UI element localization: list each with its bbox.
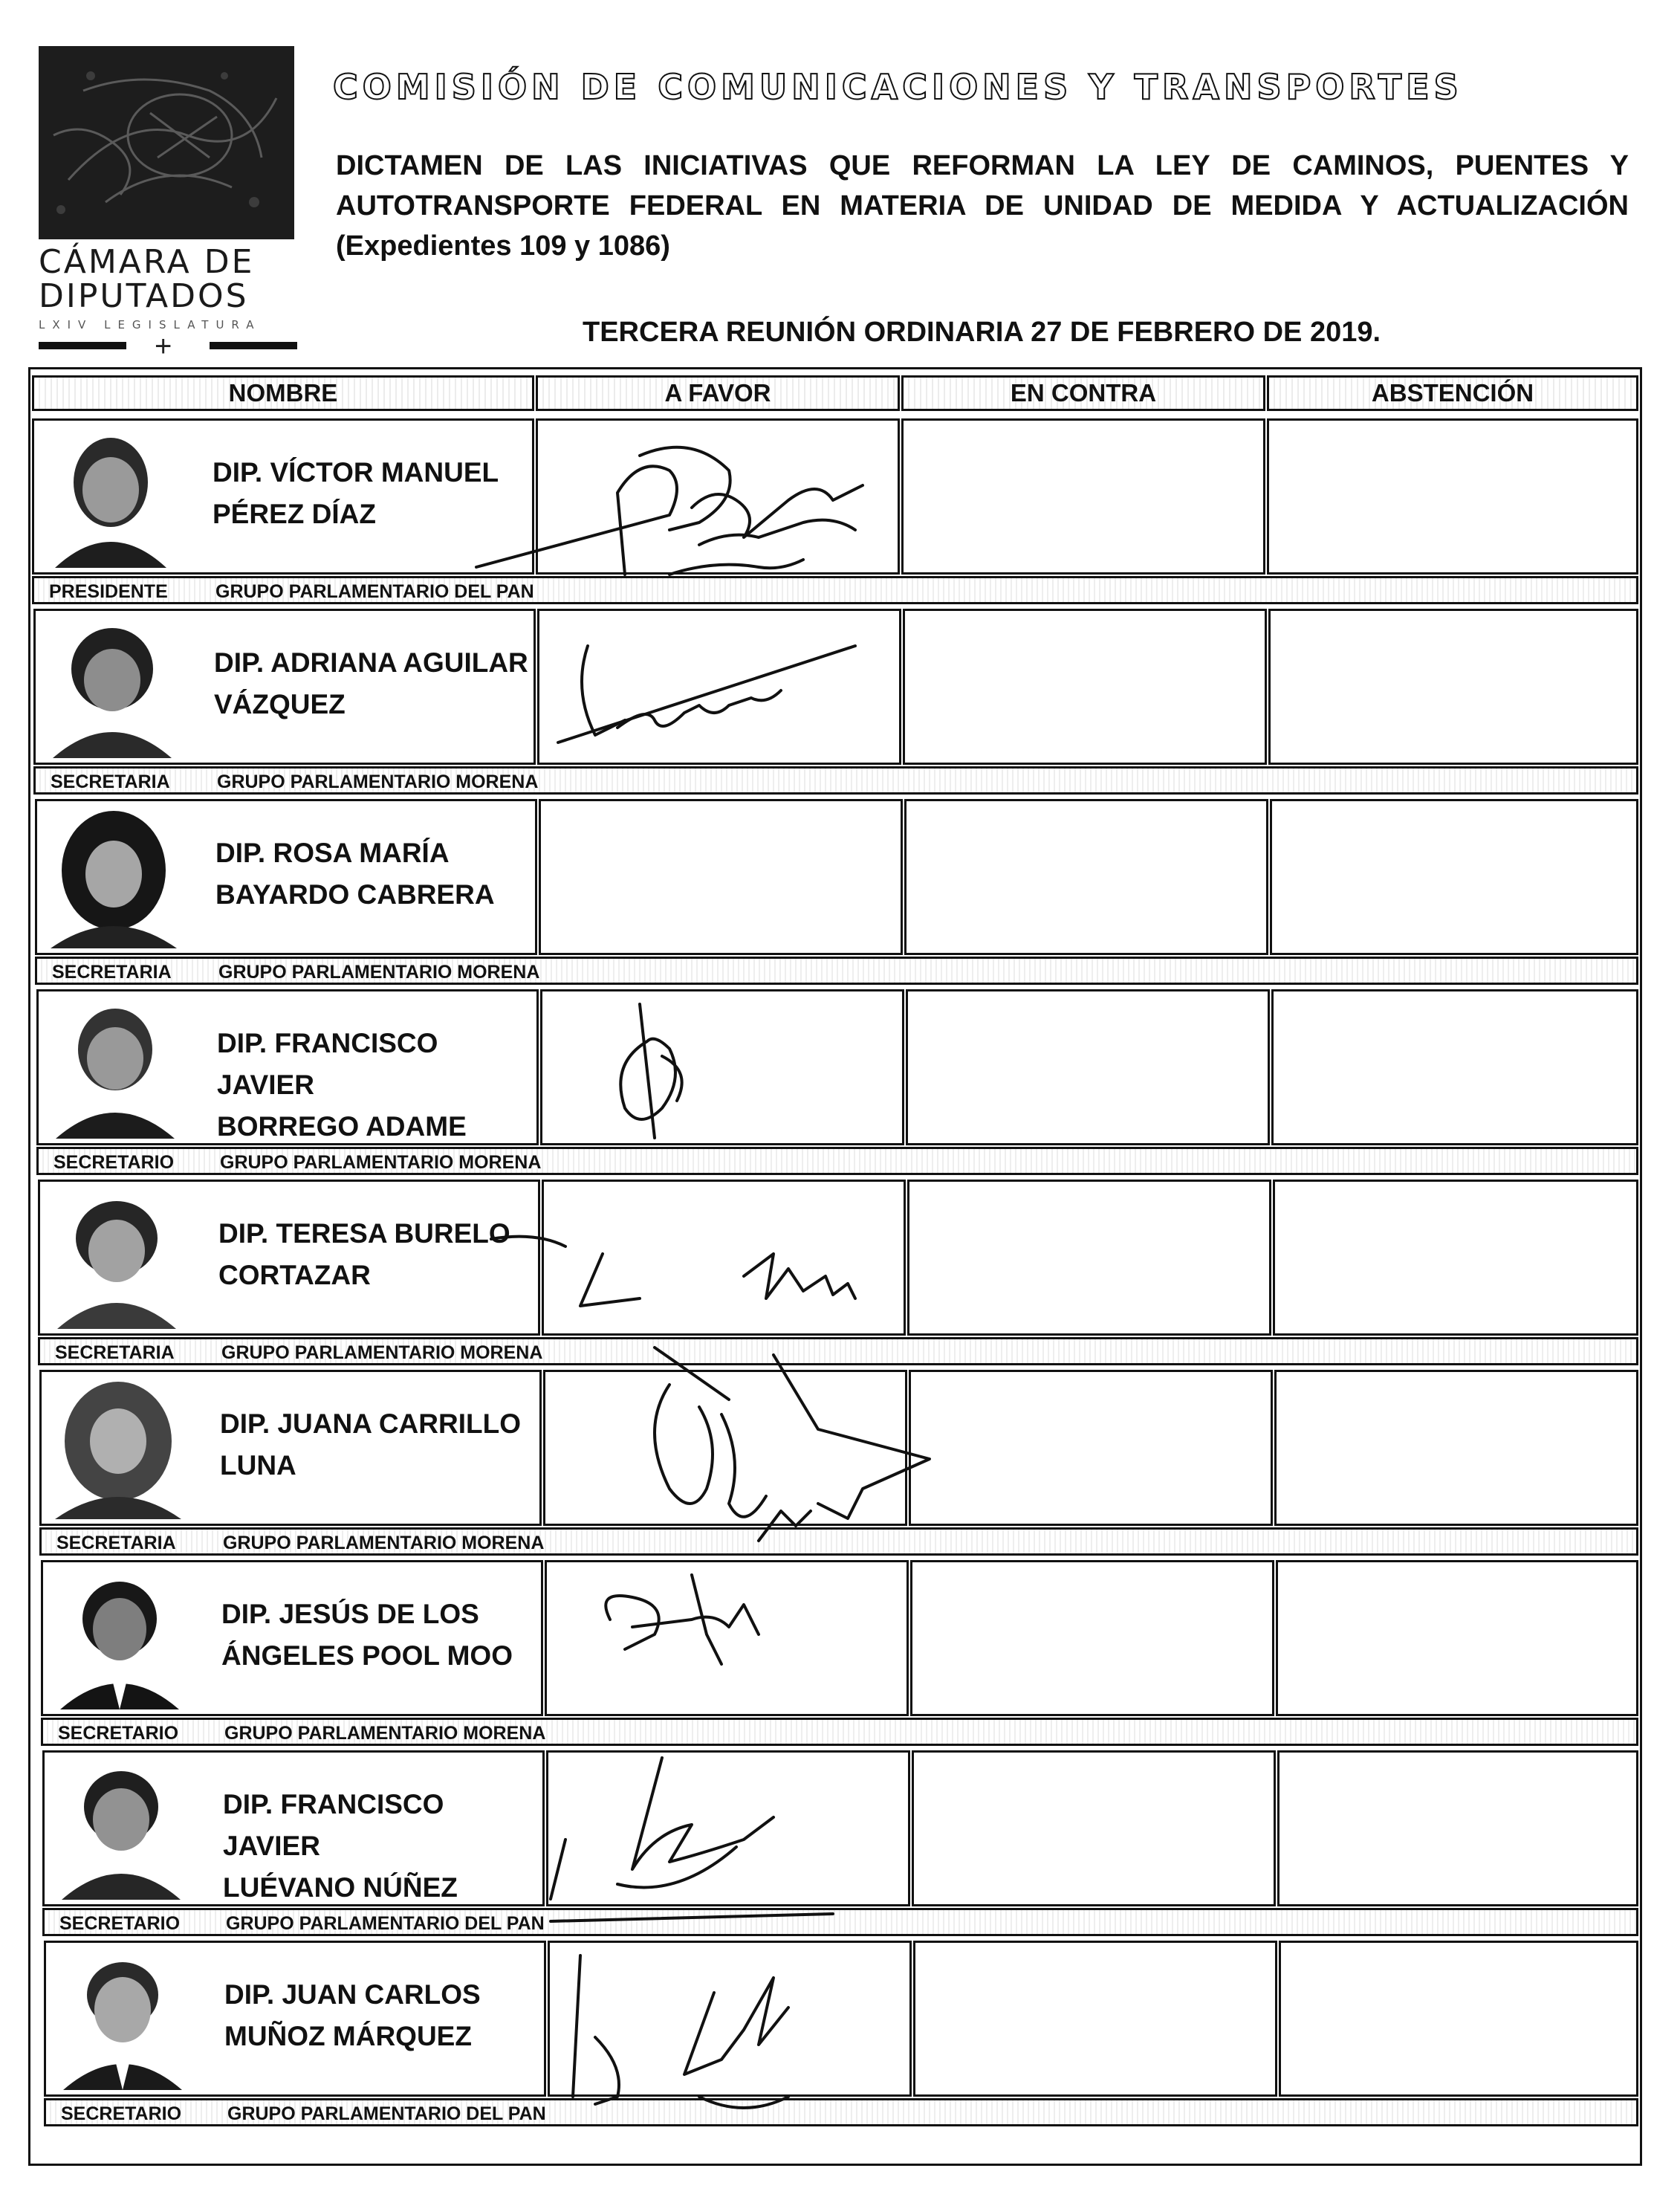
member-name-cell: [32, 418, 534, 575]
member-affiliation-band: [36, 1147, 1638, 1175]
vote-cell-en-contra: [913, 1941, 1277, 2097]
member-group: GRUPO PARLAMENTARIO DEL PAN: [227, 2103, 546, 2124]
vote-cell-a-favor: [542, 1180, 906, 1336]
member-role: SECRETARIO: [59, 1913, 181, 1934]
member-group: GRUPO PARLAMENTARIO MORENA: [223, 1533, 545, 1553]
member-name: DIP. ROSA MARÍA BAYARDO CABRERA: [215, 838, 495, 910]
dictamen-title: DICTAMEN DE LAS INICIATIVAS QUE REFORMAN LA LEY DE CAMINOS, PUENTES Y AUTOTRANSPORTE FEDERAL EN MATERIA DE UNIDAD DE MEDIDA Y ACTUALIZACIÓN (Expedientes 109 y 1086): [336, 150, 1629, 262]
member-name-cell: [41, 1560, 543, 1716]
document-header: [0, 0, 1680, 364]
member-name-cell: [42, 1750, 545, 1906]
member-group: GRUPO PARLAMENTARIO DEL PAN: [226, 1913, 545, 1934]
member-photo: [49, 1568, 190, 1709]
member-affiliation-band: [41, 1718, 1638, 1746]
member-group: GRUPO PARLAMENTARIO MORENA: [224, 1723, 546, 1744]
member-photo: [45, 997, 186, 1139]
vote-cell-en-contra: [904, 799, 1268, 955]
member-name: DIP. JESÚS DE LOS ÁNGELES POOL MOO: [221, 1599, 513, 1671]
vote-cell-a-favor: [548, 1941, 912, 2097]
chamber-name-line2: DIPUTADOS: [39, 277, 249, 315]
vote-cell-en-contra: [909, 1370, 1273, 1526]
member-affiliation-band: [33, 766, 1638, 795]
vote-cell-en-contra: [906, 989, 1270, 1145]
member-name-cell: [44, 1941, 546, 2097]
column-header-abstencion: ABSTENCIÓN: [1267, 375, 1638, 411]
member-affiliation-band: [39, 1527, 1638, 1556]
member-name-cell: [33, 609, 536, 765]
vote-cell-en-contra: [907, 1180, 1271, 1336]
member-name: DIP. FRANCISCO JAVIER BORREGO ADAME: [217, 1028, 467, 1142]
member-name: DIP. VÍCTOR MANUEL PÉREZ DÍAZ: [213, 457, 499, 529]
member-group: GRUPO PARLAMENTARIO MORENA: [218, 962, 540, 983]
member-role: SECRETARIO: [53, 1152, 175, 1173]
column-header-en-contra: EN CONTRA: [901, 375, 1265, 411]
vote-cell-abstencion: [1274, 1370, 1638, 1526]
member-photo: [52, 1949, 193, 2090]
vote-cell-abstencion: [1276, 1560, 1638, 1716]
vote-cell-a-favor: [545, 1560, 909, 1716]
vote-cell-a-favor: [539, 799, 903, 955]
member-affiliation-band: [35, 957, 1638, 985]
member-name: DIP. TERESA BURELO CORTAZAR: [218, 1218, 510, 1290]
chamber-name-line1: CÁMARA DE: [39, 243, 255, 281]
vote-cell-en-contra: [901, 418, 1265, 575]
logo-divider-right: [210, 342, 297, 349]
vote-cell-abstencion: [1271, 989, 1638, 1145]
member-photo: [43, 807, 184, 948]
member-photo: [42, 617, 183, 758]
vote-cell-a-favor: [543, 1370, 907, 1526]
member-role: PRESIDENTE: [49, 581, 168, 602]
cross-icon: +: [155, 330, 172, 363]
vote-cell-a-favor: [540, 989, 904, 1145]
member-name-cell: [38, 1180, 540, 1336]
legislature-label: LXIV LEGISLATURA: [39, 318, 262, 331]
member-role: SECRETARIO: [58, 1723, 179, 1744]
vote-cell-en-contra: [903, 609, 1267, 765]
member-name-cell: [35, 799, 537, 955]
member-name-cell: [36, 989, 539, 1145]
member-affiliation-band: [38, 1337, 1638, 1365]
member-photo: [46, 1188, 187, 1329]
vote-cell-en-contra: [912, 1750, 1276, 1906]
chamber-logo: [39, 46, 294, 239]
vote-cell-en-contra: [910, 1560, 1274, 1716]
member-group: GRUPO PARLAMENTARIO MORENA: [221, 1342, 543, 1363]
vote-cell-a-favor: [537, 609, 901, 765]
eagle-emblem-icon: [39, 46, 294, 239]
column-header-nombre: NOMBRE: [32, 375, 534, 411]
member-affiliation-band: [32, 576, 1638, 604]
vote-cell-abstencion: [1279, 1941, 1638, 2097]
member-role: SECRETARIA: [51, 771, 170, 792]
commission-title: COMISIÓN DE COMUNICACIONES Y TRANSPORTES: [333, 67, 1463, 107]
logo-divider-left: [39, 342, 126, 349]
member-name-cell: [39, 1370, 542, 1526]
vote-cell-abstencion: [1268, 609, 1638, 765]
vote-cell-abstencion: [1270, 799, 1638, 955]
member-photo: [40, 427, 181, 568]
member-affiliation-band: [42, 1908, 1638, 1936]
member-affiliation-band: [44, 2098, 1638, 2126]
vote-cell-abstencion: [1277, 1750, 1638, 1906]
member-photo: [51, 1759, 192, 1900]
member-role: SECRETARIA: [55, 1342, 175, 1363]
column-header-a-favor: A FAVOR: [536, 375, 900, 411]
member-name: DIP. ADRIANA AGUILAR VÁZQUEZ: [214, 647, 528, 719]
member-name: DIP. JUAN CARLOS MUÑOZ MÁRQUEZ: [224, 1979, 481, 2051]
attendance-vote-table: [28, 367, 1642, 2166]
member-name: DIP. FRANCISCO JAVIER LUÉVANO NÚÑEZ: [223, 1789, 458, 1903]
vote-cell-a-favor: [536, 418, 900, 575]
vote-cell-a-favor: [546, 1750, 910, 1906]
member-group: GRUPO PARLAMENTARIO MORENA: [220, 1152, 542, 1173]
vote-cell-abstencion: [1267, 418, 1638, 575]
meeting-title: TERCERA REUNIÓN ORDINARIA 27 DE FEBRERO DE 2019.: [583, 317, 1381, 348]
member-role: SECRETARIA: [52, 962, 172, 983]
member-role: SECRETARIO: [61, 2103, 182, 2124]
member-group: GRUPO PARLAMENTARIO DEL PAN: [215, 581, 534, 602]
chamber-name: [39, 245, 306, 314]
vote-cell-abstencion: [1273, 1180, 1638, 1336]
member-photo: [48, 1378, 189, 1519]
member-role: SECRETARIA: [56, 1533, 176, 1553]
member-group: GRUPO PARLAMENTARIO MORENA: [217, 771, 539, 792]
member-name: DIP. JUANA CARRILLO LUNA: [220, 1408, 521, 1481]
